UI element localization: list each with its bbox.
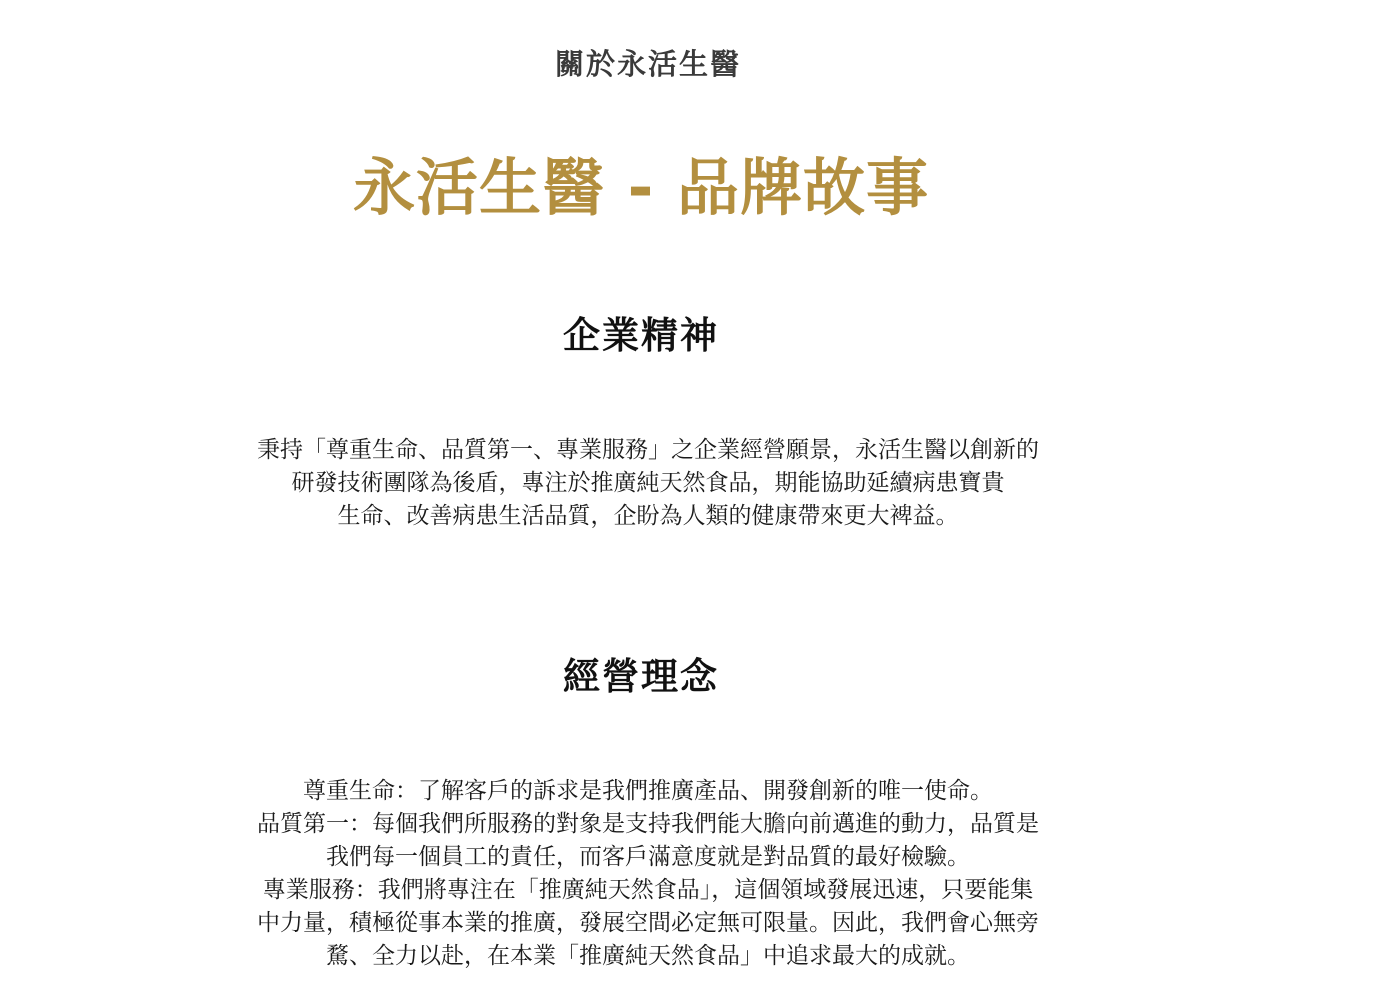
business-philosophy-paragraph bbox=[0, 775, 1296, 973]
paragraph-line: 專業服務：我們將專注在「推廣純天然食品」，這個領域發展迅速，只要能集 bbox=[262, 877, 1034, 903]
paragraph-line: 騖、全力以赴，在本業「推廣純天然食品」中追求最大的成就。 bbox=[326, 943, 970, 969]
paragraph-line: 我們每一個員工的責任，而客戶滿意度就是對品質的最好檢驗。 bbox=[326, 844, 970, 870]
corporate-spirit-paragraph bbox=[0, 434, 1296, 533]
page-eyebrow: 關於永活生醫 bbox=[554, 47, 741, 81]
paragraph-line: 研發技術團隊為後盾，專注於推廣純天然食品，期能協助延續病患寶貴 bbox=[291, 470, 1005, 496]
paragraph-line: 生命、改善病患生活品質，企盼為人類的健康帶來更大裨益。 bbox=[337, 503, 959, 529]
paragraph-line: 尊重生命：了解客戶的訴求是我們推廣產品、開發創新的唯一使命。 bbox=[303, 778, 993, 804]
section-heading-corporate-spirit: 企業精神 bbox=[563, 314, 719, 357]
paragraph-line: 秉持「尊重生命、品質第一、專業服務」之企業經營願景，永活生醫以創新的 bbox=[257, 437, 1039, 463]
page-title: 永活生醫 - 品牌故事 bbox=[353, 151, 929, 224]
section-heading-business-philosophy: 經營理念 bbox=[563, 655, 719, 698]
paragraph-line: 品質第一：每個我們所服務的對象是支持我們能大膽向前邁進的動力，品質是 bbox=[257, 811, 1039, 837]
paragraph-line: 中力量，積極從事本業的推廣，發展空間必定無可限量。因此，我們會心無旁 bbox=[257, 910, 1039, 936]
